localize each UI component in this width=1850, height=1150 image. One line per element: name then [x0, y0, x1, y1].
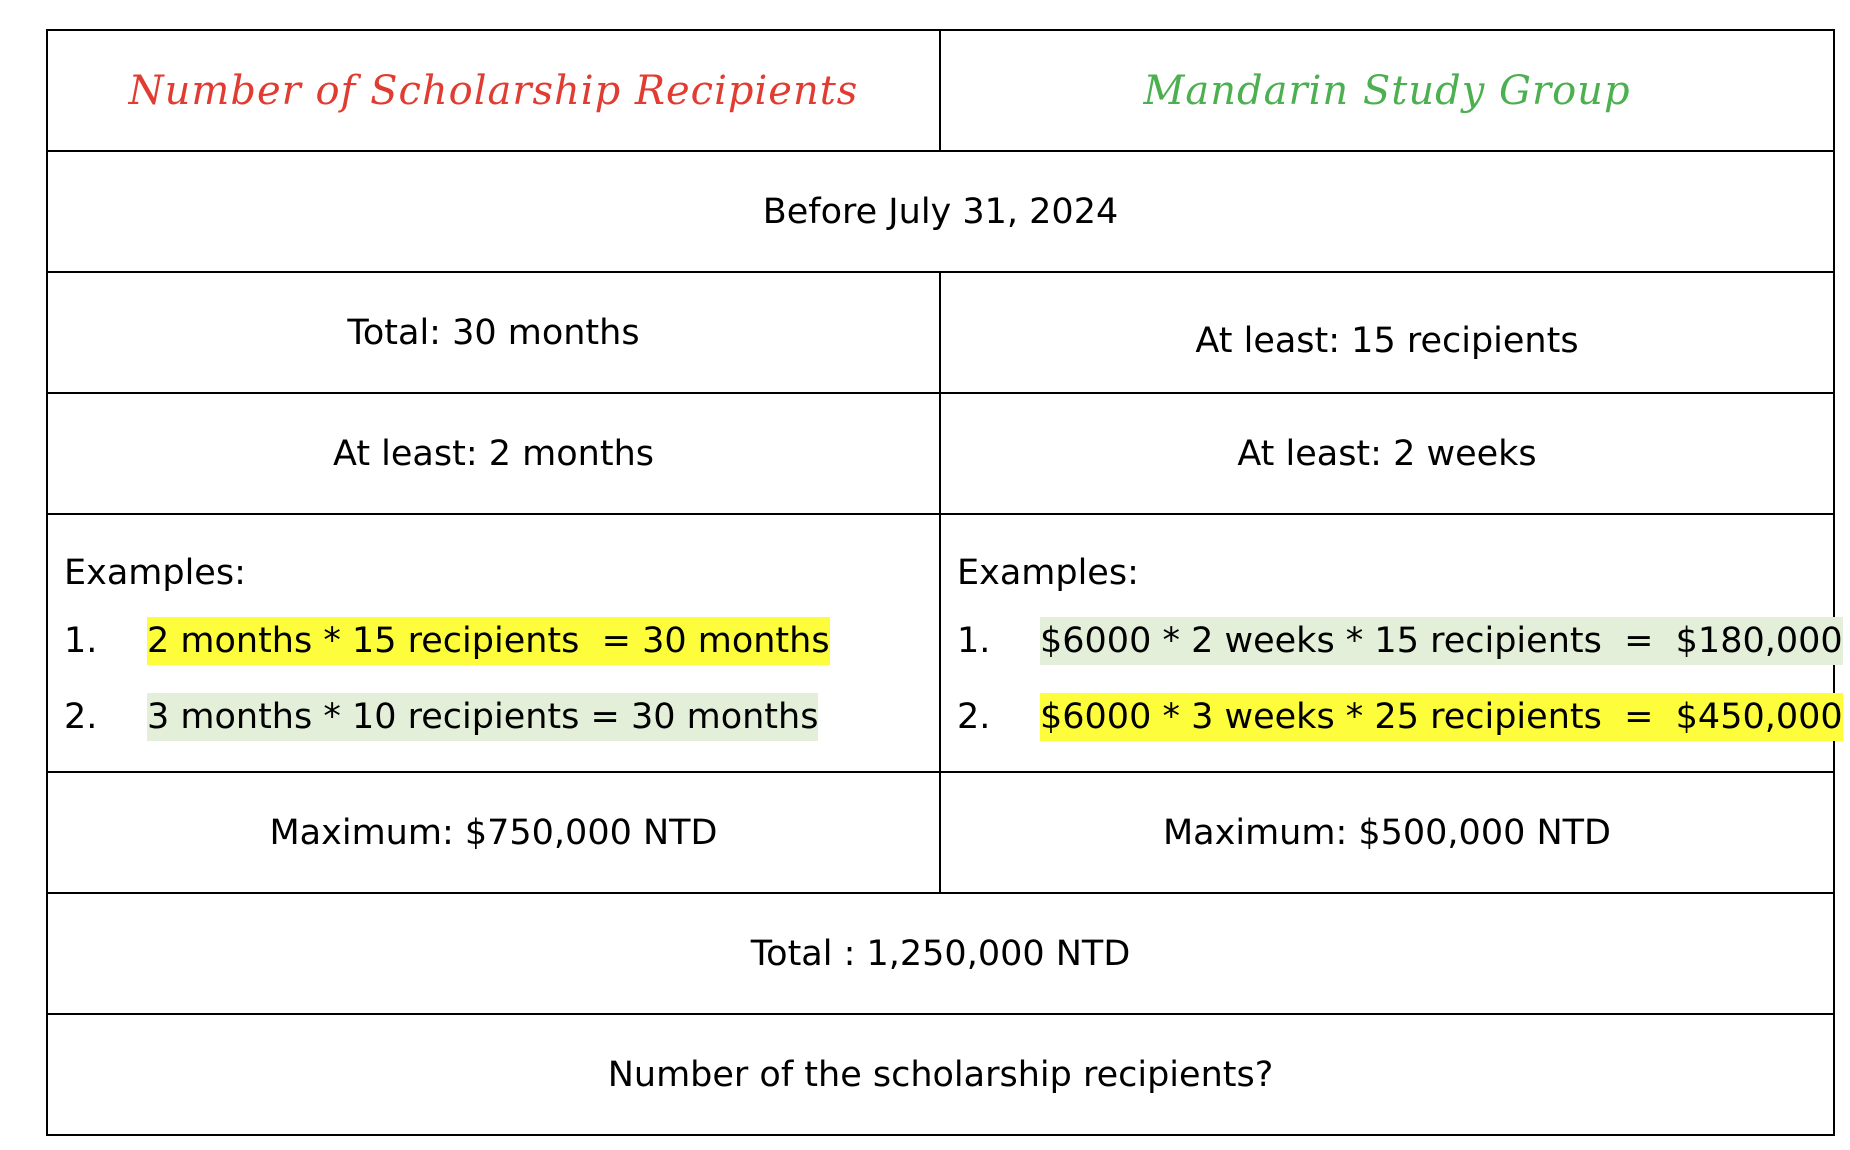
example-number: 2. [957, 697, 991, 737]
min-weeks-text: At least: 2 weeks [1237, 433, 1537, 474]
header-row [47, 30, 1834, 151]
left-header-title: Number of Scholarship Recipients [128, 67, 859, 114]
minimum-row [47, 393, 1834, 514]
example-left-2 [64, 689, 939, 745]
scholarship-table [46, 29, 1843, 1136]
example-right-1 [957, 613, 1843, 669]
example-right-2 [957, 689, 1843, 745]
max-right-text: Maximum: $500,000 NTD [1162, 812, 1611, 853]
minimum-left-cell [47, 393, 940, 514]
examples-left-cell [47, 514, 940, 772]
question-cell [47, 1014, 1834, 1135]
question-row [47, 1014, 1834, 1135]
total-left-cell [47, 272, 940, 393]
min-recipients-text: At least: 15 recipients [1195, 320, 1579, 361]
example-left-1 [64, 613, 939, 669]
right-header-cell [940, 30, 1834, 151]
example-text: $6000 * 2 weeks * 15 recipients = $180,000 [1040, 617, 1843, 665]
examples-right-cell [940, 514, 1843, 772]
example-text: 3 months * 10 recipients = 30 months [147, 693, 818, 741]
examples-left-heading: Examples: [64, 553, 246, 593]
total-row [47, 272, 1834, 393]
total-months-text: Total: 30 months [347, 312, 640, 353]
example-text: $6000 * 3 weeks * 25 recipients = $450,000 [1040, 693, 1843, 741]
left-header-cell [47, 30, 940, 151]
deadline-text: Before July 31, 2024 [762, 191, 1119, 232]
example-text: 2 months * 15 recipients = 30 months [147, 617, 830, 665]
grand-total-cell [47, 893, 1834, 1014]
maximum-right-cell [940, 772, 1834, 893]
examples-right-heading: Examples: [957, 553, 1139, 593]
right-header-title: Mandarin Study Group [1143, 67, 1631, 114]
maximum-left-cell [47, 772, 940, 893]
example-number: 1. [957, 621, 991, 661]
examples-row [47, 514, 1834, 772]
grand-total-text: Total : 1,250,000 NTD [750, 933, 1131, 974]
question-text: Number of the scholarship recipients? [607, 1054, 1274, 1095]
example-number: 2. [64, 697, 98, 737]
minimum-right-cell [940, 393, 1834, 514]
deadline-cell [47, 151, 1834, 272]
scholarship-table-container [46, 29, 1843, 1136]
min-months-text: At least: 2 months [333, 433, 654, 474]
max-left-text: Maximum: $750,000 NTD [269, 812, 718, 853]
maximum-row [47, 772, 1834, 893]
total-right-cell [940, 272, 1834, 393]
grand-total-row [47, 893, 1834, 1014]
example-number: 1. [64, 621, 98, 661]
deadline-row [47, 151, 1834, 272]
